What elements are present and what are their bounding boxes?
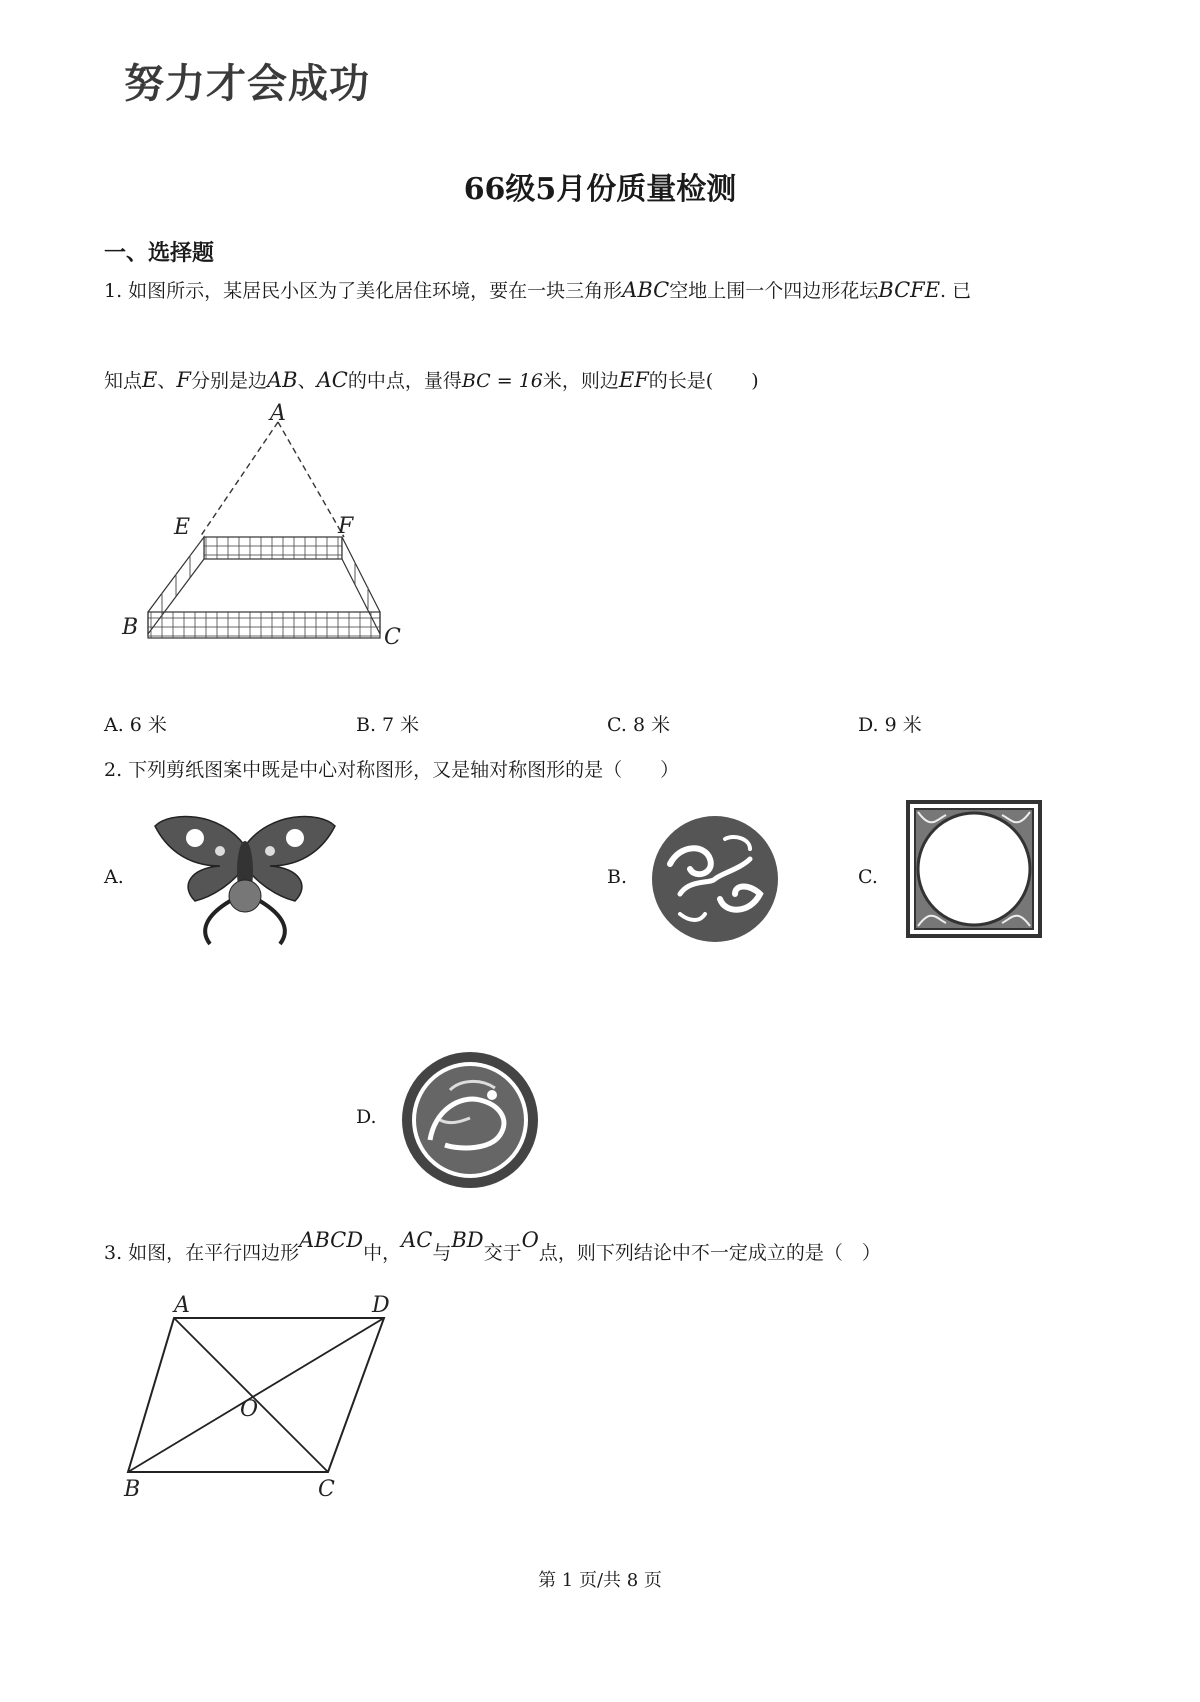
label-D: D bbox=[372, 1293, 390, 1318]
cloud-circle-papercut-icon[interactable] bbox=[650, 814, 780, 944]
q1-option-b[interactable]: B. 7 米 bbox=[356, 714, 420, 736]
page-title: 66级5月份质量检测 bbox=[463, 172, 737, 207]
label-O: O bbox=[240, 1397, 259, 1422]
label-C: C bbox=[384, 625, 401, 650]
label-E: E bbox=[174, 515, 191, 540]
label-A: A bbox=[174, 1293, 190, 1318]
q1-option-a[interactable]: A. 6 米 bbox=[104, 714, 167, 736]
label-C: C bbox=[318, 1477, 335, 1500]
question-2: 2. 下列剪纸图案中既是中心对称图形，又是轴对称图形的是（ ） bbox=[104, 759, 680, 781]
q1-option-d[interactable]: D. 9 米 bbox=[858, 714, 922, 736]
q2-option-b-label[interactable]: B. bbox=[607, 866, 628, 888]
label-F: F bbox=[338, 514, 354, 539]
label-B: B bbox=[124, 1477, 141, 1500]
flower-bed-figure bbox=[118, 402, 438, 664]
question-3: 3. 如图，在平行四边形ABCD中，AC与BD交于O点，则下列结论中不一定成立的是（ ） bbox=[104, 1228, 881, 1264]
page-footer: 第 1 页/共 8 页 bbox=[538, 1570, 662, 1591]
section-title: 一、选择题 bbox=[104, 240, 215, 266]
label-A: A bbox=[270, 402, 286, 426]
page-motto: 努力才会成功 bbox=[124, 61, 370, 107]
parallelogram-figure bbox=[118, 1290, 408, 1500]
question-1-line-2: 知点E、F分别是边AB、AC的中点，量得BC = 16米，则边EF的长是( ) bbox=[104, 368, 759, 392]
q1-option-c[interactable]: C. 8 米 bbox=[607, 714, 671, 736]
label-B: B bbox=[122, 615, 139, 640]
q2-option-a-label[interactable]: A. bbox=[104, 866, 124, 888]
q2-option-d-label[interactable]: D. bbox=[356, 1106, 377, 1128]
dragon-circle-papercut-icon[interactable] bbox=[400, 1050, 540, 1190]
q2-option-c-label[interactable]: C. bbox=[858, 866, 878, 888]
question-1-line-1: 1. 如图所示，某居民小区为了美化居住环境，要在一块三角形ABC空地上围一个四边形花坛BCFE. 已 bbox=[104, 278, 972, 302]
butterfly-papercut-icon[interactable] bbox=[150, 806, 340, 946]
square-frame-papercut-icon[interactable] bbox=[906, 800, 1042, 938]
